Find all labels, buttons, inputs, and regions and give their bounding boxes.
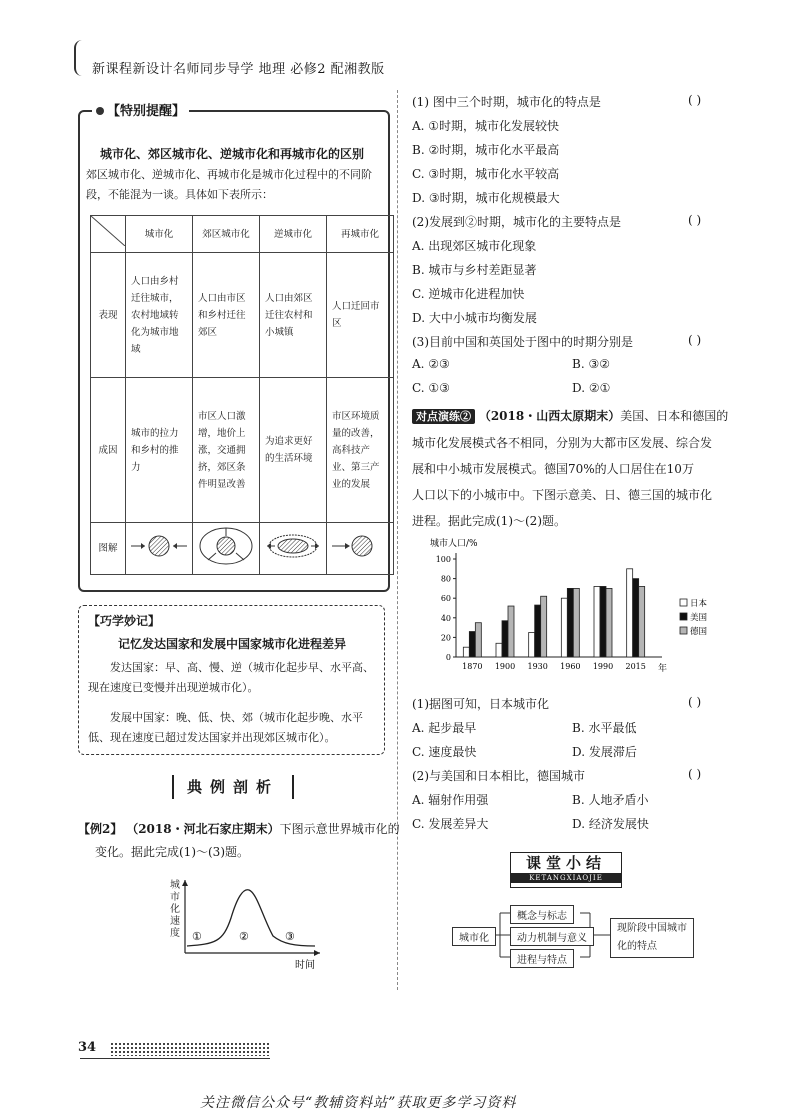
diagonal-line [91,216,125,246]
q3-option: C. ①③ [412,381,450,395]
summary-right-box: 现阶段中国城市化的特点 [610,918,694,958]
practice2-source: （2018・山西太原期末） [478,409,621,423]
p2-q2-option: B. 人地矛盾小 [572,793,649,807]
summary-title: 课堂小结 [525,854,606,872]
y-tick-label: 40 [440,613,451,623]
col-header: 城市化 [126,216,193,253]
bar-德国 [639,586,645,657]
header-decoration [74,40,86,76]
p2-q1-option: A. 起步最早 [412,721,477,735]
summary-branch: 动力机制与意义 [510,927,594,946]
q3-option: B. ③② [572,357,610,371]
y-tick-label: 80 [440,574,451,584]
example2-text2: 变化。据此完成(1)～(3)题。 [95,845,249,859]
q2-option: C. 逆城市化进程加快 [412,287,525,301]
diagram-suburbanization [193,523,260,575]
mnemonic-developing: 发展中国家：晚、低、快、郊（城市化起步晚、水平低、现在速度已超过发达国家并出现郊区城市化）。 [88,711,363,744]
q2-stem: (2)发展到②时期，城市化的主要特点是 [412,215,621,229]
answer-paren: ( ) [688,767,702,781]
q1-option: D. ③时期，城市化规模最大 [412,191,560,205]
stage-label-1: ① [192,930,202,943]
example2-line1 [78,820,400,837]
legend-swatch [680,613,687,620]
practice2-line1 [412,407,728,424]
bar-日本 [594,586,600,657]
p2-q1-option: C. 速度最快 [412,745,477,759]
q1-option: B. ②时期，城市化水平最高 [412,143,560,157]
practice2-text: 进程。据此完成(1)～(2)题。 [412,514,566,528]
bar-日本 [627,569,633,657]
table-corner [91,216,126,253]
answer-paren: ( ) [688,213,702,227]
mnemonic-title: 【巧学妙记】 [88,614,161,628]
summary-branch: 概念与标志 [510,905,574,924]
bar-美国 [535,605,541,657]
stage-label-2: ② [239,930,249,943]
y-tick-label: 100 [435,555,451,564]
diagram-reurbanization [327,523,394,575]
graph-xlabel: 时间 [295,960,315,971]
practice2-text: 美国、日本和德国的 [620,409,729,423]
example2-source: （2018・河北石家庄期末） [126,822,280,836]
practice2-badge: 对点演练② [412,409,475,424]
legend-swatch [680,599,687,606]
legend-label: 日本 [690,599,708,609]
row-label: 成因 [91,378,126,523]
q3-option: A. ②③ [412,357,450,371]
mnemonic-developed: 发达国家：早、高、慢、逆（城市化起步早、水平高、现在速度已变慢并出现逆城市化）。 [88,661,374,694]
x-tick-label: 1930 [527,662,548,671]
x-tick-label: 1870 [462,662,483,671]
special-reminder-subtitle: 城市化、郊区城市化、逆城市化和再城市化的区别 [100,147,365,161]
p2-q2-stem: (2)与美国和日本相比，德国城市 [412,769,585,783]
graph-curve [187,890,315,946]
table-row [91,253,394,378]
bar-日本 [561,598,567,657]
bar-日本 [496,643,502,657]
section-title: 典例剖析 [172,775,294,799]
chart-ylabel: 城市人口/% [430,539,478,549]
x-tick-label: 1990 [592,662,614,671]
p2-q2-option: C. 发展差异大 [412,817,489,831]
table-cell: 人口由市区和乡村迁往郊区 [193,253,260,378]
q3-option: D. ②① [572,381,611,395]
table-cell: 城市的拉力和乡村的推力 [126,378,193,523]
bar-美国 [567,588,573,657]
bar-美国 [469,632,475,657]
example2-label: 【例2】 [78,822,123,836]
table-cell: 市区人口激增，地价上涨，交通拥挤，郊区条件明显改善 [193,378,260,523]
row-label: 表现 [91,253,126,378]
bar-德国 [541,596,547,657]
mnemonic-subtitle: 记忆发达国家和发展中国家城市化进程差异 [118,637,347,651]
comparison-table [90,215,394,575]
row-label: 图解 [91,523,126,575]
col-header: 逆城市化 [260,216,327,253]
practice2-text: 人口以下的小城市中。下图示意美、日、德三国的城市化 [412,488,713,502]
table-cell: 人口迁回市区 [327,253,394,378]
bar-德国 [606,588,612,657]
y-tick-label: 0 [445,653,451,662]
urbanization-bar-chart [420,535,710,680]
bar-德国 [508,606,514,657]
table-row [91,523,394,575]
legend-swatch [680,627,687,634]
q1-option: C. ③时期，城市化水平较高 [412,167,560,181]
diagram-urbanization [126,523,193,575]
summary-title-box [510,852,622,888]
q2-option: B. 城市与乡村差距显著 [412,263,537,277]
q1-stem: (1) 图中三个时期，城市化的特点是 [412,95,601,109]
practice2-text: 展和中小城市发展模式。德国70%的人口居住在10万 [412,462,694,476]
page-number: 34 [78,1040,97,1055]
bar-美国 [633,579,639,657]
p2-q1-option: B. 水平最低 [572,721,637,735]
footer-dot-pattern [110,1042,270,1056]
x-arrow-icon [314,950,320,956]
footer-rule [80,1058,270,1063]
table-header-row [91,216,394,253]
q2-option: A. 出现郊区城市化现象 [412,239,537,253]
bar-美国 [600,586,606,657]
y-tick-label: 60 [440,594,451,604]
summary-branch: 进程与特点 [510,949,574,968]
p2-q2-option: D. 经济发展快 [572,817,649,831]
table-cell: 市区环境质量的改善，高科技产业、第三产业的发展 [327,378,394,523]
answer-paren: ( ) [688,93,702,107]
x-tick-label: 1900 [494,662,516,671]
bar-德国 [573,588,579,657]
table-cell: 人口由乡村迁往城市，农村地域转化为城市地域 [126,253,193,378]
special-reminder-intro: 郊区城市化、逆城市化、再城市化是城市化过程中的不同阶段，不能混为一谈。具体如下表所示： [86,168,372,201]
bar-美国 [502,621,508,657]
table-row [91,378,394,523]
p2-q2-option: A. 辐射作用强 [412,793,489,807]
diagram-counter-urbanization [260,523,327,575]
bar-德国 [475,623,481,657]
p2-q1-stem: (1)据图可知，日本城市化 [412,697,549,711]
col-header: 郊区城市化 [193,216,260,253]
y-arrow-icon [182,880,188,886]
chart-xlabel: 年 [658,664,668,674]
pin-icon [96,107,104,115]
bar-日本 [529,633,535,658]
table-cell: 人口由郊区迁往农村和小城镇 [260,253,327,378]
legend-label: 美国 [690,613,708,623]
q1-option: A. ①时期，城市化发展较快 [412,119,560,133]
table-cell: 为追求更好的生活环境 [260,378,327,523]
col-header: 再城市化 [327,216,394,253]
summary-pinyin: KETANGXIAOJIE [511,873,621,883]
q3-stem: (3)目前中国和英国处于图中的时期分别是 [412,335,633,349]
stage-label-3: ③ [285,930,295,943]
header-title: 新课程新设计名师同步导学 地理 必修2 配湘教版 [92,62,385,77]
x-tick-label: 1960 [560,662,581,671]
p2-q1-option: D. 发展滞后 [572,745,637,759]
y-tick-label: 20 [440,633,451,643]
practice2-text: 城市化发展模式各不相同，分别为大都市区发展、综合发 [412,436,713,450]
example2-text1: 下图示意世界城市化的 [279,822,400,836]
legend-label: 德国 [690,627,708,637]
bar-日本 [463,647,469,657]
q2-option: D. 大中小城市均衡发展 [412,311,537,325]
column-divider [397,90,398,990]
answer-paren: ( ) [688,695,702,709]
special-reminder-title: 【特别提醒】 [92,100,189,119]
graph-ylabel: 城市化速度 [170,880,180,939]
x-tick-label: 2015 [625,662,646,671]
answer-paren: ( ) [688,333,702,347]
footer-note: 关注微信公众号“教辅资料站”获取更多学习资料 [200,1095,517,1111]
summary-root: 城市化 [452,927,496,946]
